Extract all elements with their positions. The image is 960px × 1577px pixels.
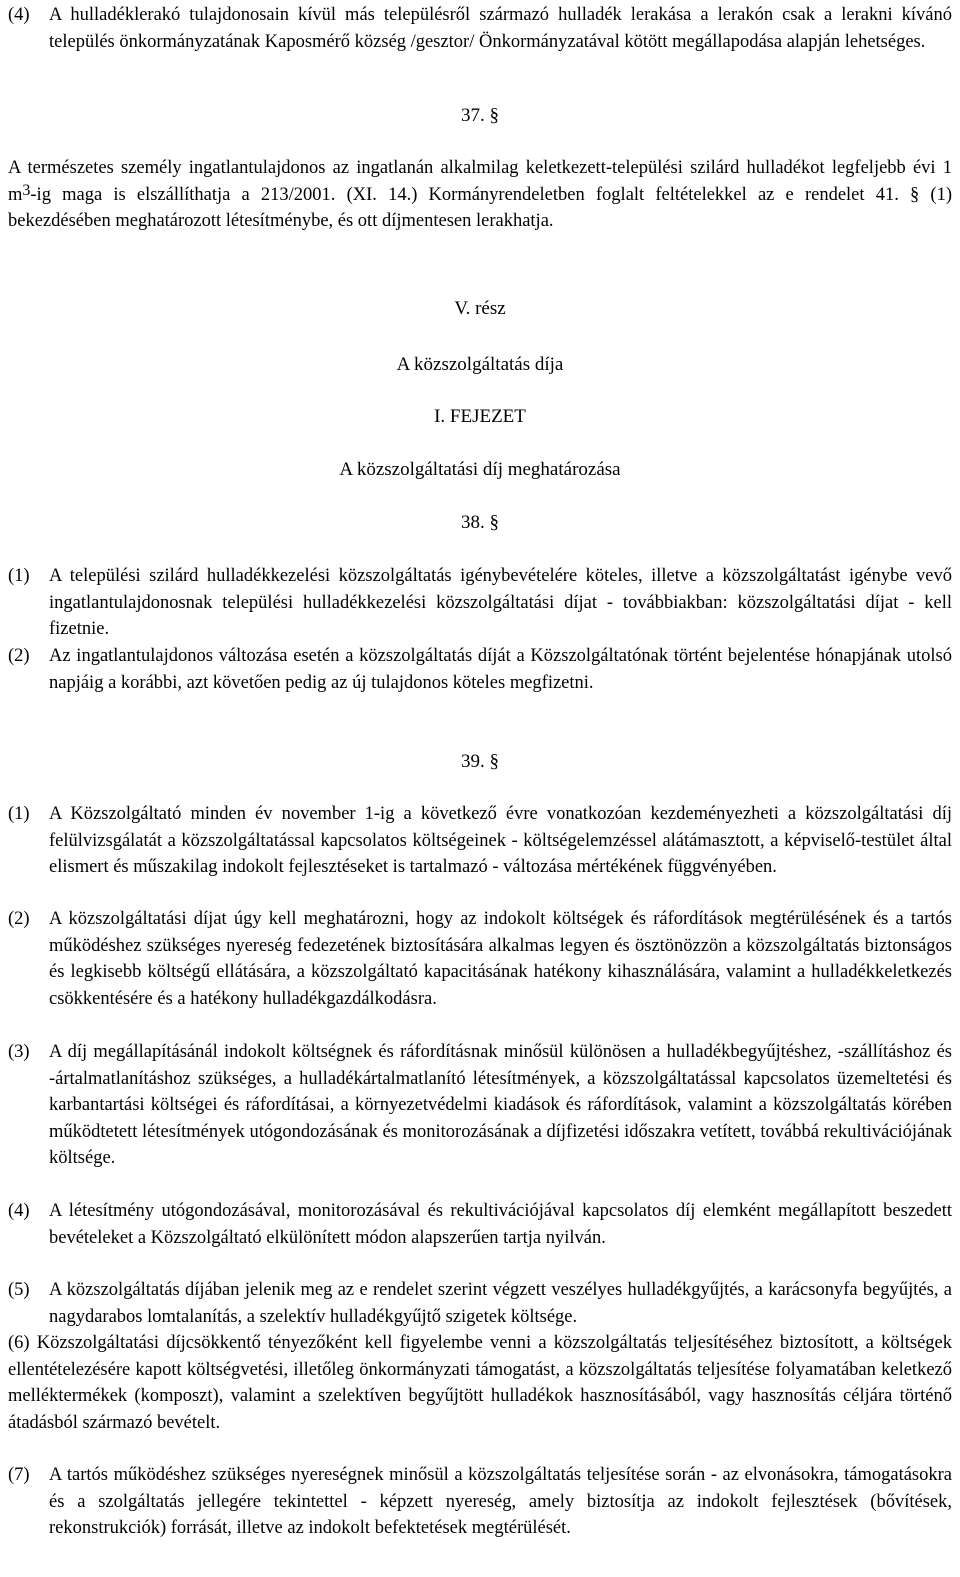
superscript-3: 3 [22,181,31,199]
item-text: A települési szilárd hulladékkezelési közszolgáltatás igénybevételére köteles, illetve a közszolgáltatást igénybe vevő ingatlantulajdonosnak települési hulladékkezelési közszolgáltatási díjat - továbbiakban: közszolgáltatási díjat - kell fizetnie. [49,566,952,639]
paragraph-4-intro [8,2,952,55]
chapter-subtitle: A közszolgáltatási díj meghatározása [339,459,621,480]
item-text: Közszolgáltatási díjcsökkentő tényezőként kell figyelembe venni a közszolgáltatás teljesítéséhez biztosított, a költségek ellentételezésére kapott költségvetési, illetőleg önkormányzati támogatást, a közszolgáltatás teljesítése folyamatában keletkező melléktermékek (komposzt), valamint a szelektíven begyűjtött hulladékok hasznosításából, vagy hasznosítás céljára történő átadásból származó bevételt. [8,1333,952,1433]
section-39-item-4 [8,1198,952,1251]
part-title: V. rész [454,298,506,319]
item-label: (4) [8,1201,30,1221]
section-37-text-before: A természetes személy ingatlantulajdonos az ingatlanán alkalmilag keletkezett-települési szilárd hulladékot legfeljebb évi 1 m [8,158,952,205]
section-39-item-2 [8,906,952,1012]
item-text: A Közszolgáltató minden év november 1-ig a következő évre vonatkozóan kezdeményezheti a közszolgáltatási díj felülvizsgálatát a közszolgáltatással kapcsolatos költségeinek - költségelemzéssel alátámasztott, a képviselő-testület által elismert és műszakilag indokolt fejlesztéseket is tartalmazó - változása mértékének függvényében. [49,804,952,877]
section-39-item-3 [8,1039,952,1172]
item-label: (1) [8,566,30,586]
section-37-text-after: -ig maga is elszállíthatja a 213/2001. (XI. 14.) Kormányrendeletben foglalt feltételekkel az e rendelet 41. § (1) bekezdésében meghatározott létesítménybe, és ott díjmentesen lerakhatja. [8,184,952,231]
section-38-item-2 [8,643,952,696]
part-subtitle: A közszolgáltatás díja [396,354,564,375]
chapter-title: I. FEJEZET [434,406,526,427]
section-38-item-1 [8,563,952,643]
section-38-heading: 38. § [461,512,499,533]
item-label: (2) [8,909,30,929]
paragraph-text: A hulladéklerakó tulajdonosain kívül más településről származó hulladék lerakása a lerakón csak a lerakni kívánó település önkormányzatának Kaposmérő község /gesztor/ Önkormányzatával kötött megállapodása alapján lehetséges. [49,5,952,52]
item-text: A díj megállapításánál indokolt költségnek és ráfordításnak minősül különösen a hulladékbegyűjtéshez, -szállításhoz és -ártalmatlanításhoz szükséges, a hulladékártalmatlanító létesítmények, a közszolgáltatással kapcsolatos üzemeltetési és karbantartási költségei és ráfordításai, a környezetvédelmi kiadások és ráfordítások, valamint a közszolgáltatás körében működtetett létesítmények utógondozásának és monitorozásának a díjfizetési időszakra vetített, továbbá rekultivációjának költsége. [49,1042,952,1168]
item-label: (3) [8,1042,30,1062]
section-39-item-7 [8,1462,952,1542]
section-37-text [8,155,952,235]
section-39-heading: 39. § [461,751,499,772]
paragraph-label: (4) [8,5,30,25]
section-37-heading: 37. § [461,105,499,126]
section-39-item-5 [8,1277,952,1330]
item-label: (2) [8,646,30,666]
item-text: A létesítmény utógondozásával, monitorozásával és rekultivációjával kapcsolatos díj elemként megállapított beszedett bevételeket a Közszolgáltató elkülönített módon alapszerűen tartja nyilván. [49,1201,952,1248]
item-text: Az ingatlantulajdonos változása esetén a közszolgáltatás díját a Közszolgáltatónak történt bejelentése hónapjának utolsó napjáig a korábbi, azt követően pedig az új tulajdonos köteles megfizetni. [49,646,952,693]
item-text: A közszolgáltatási díjat úgy kell meghatározni, hogy az indokolt költségek és ráfordítások megtérülésének és a tartós működéshez szükséges nyereség fedezetének biztosítására alkalmas legyen és ösztönözzön a közszolgáltatás biztonságos és legkisebb költségű ellátására, a közszolgáltató kapacitásának hatékony kihasználására, valamint a hulladékkeletkezés csökkentésére és a hatékony hulladékgazdálkodásra. [49,909,952,1009]
item-label: (7) [8,1465,30,1485]
item-text: A tartós működéshez szükséges nyereségnek minősül a közszolgáltatás teljesítése során - az elvonásokra, támogatásokra és a szolgáltatás jellegére tekintettel - képzett nyereség, amely biztosítja az indokolt fejlesztések (bővítések, rekonstrukciók) forrását, illetve az indokolt befektetések megtérülését. [49,1465,952,1538]
section-39-item-1 [8,801,952,881]
item-label: (1) [8,804,30,824]
item-label: (6) [8,1333,30,1353]
item-text: A közszolgáltatás díjában jelenik meg az e rendelet szerint végzett veszélyes hulladékgyűjtés, a karácsonyfa begyűjtés, a nagydarabos lomtalanítás, a szelektív hulladékgyűjtő szigetek költsége. [49,1280,952,1327]
section-39-item-6 [8,1330,952,1436]
item-label: (5) [8,1280,30,1300]
